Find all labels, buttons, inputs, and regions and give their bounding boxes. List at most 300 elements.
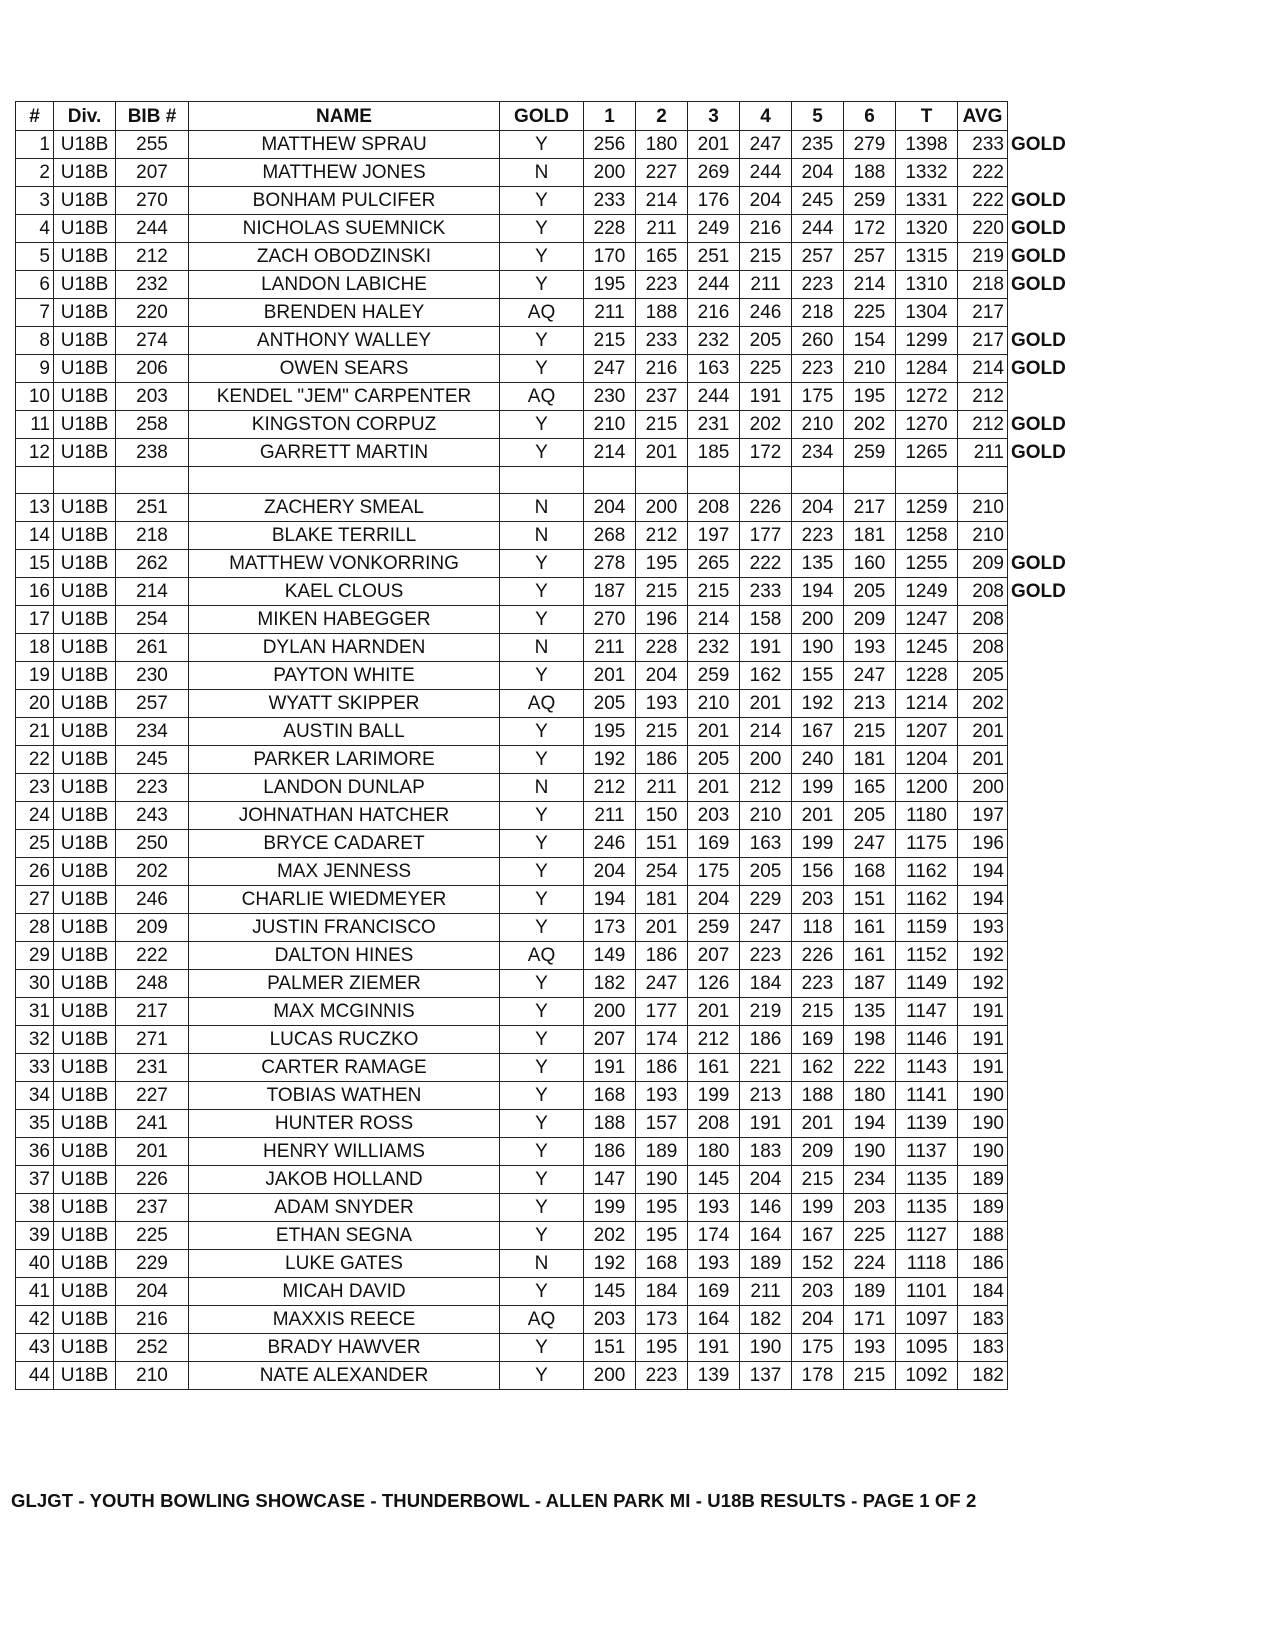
division-cell: U18B xyxy=(54,187,116,215)
game-4-cell: 205 xyxy=(740,327,792,355)
average-cell: 194 xyxy=(958,858,1008,886)
gold-cell: Y xyxy=(500,1278,584,1306)
gold-cell: Y xyxy=(500,886,584,914)
game-4-cell: 191 xyxy=(740,634,792,662)
gold-flag: GOLD xyxy=(1011,581,1066,602)
bib-cell: 214 xyxy=(116,578,189,606)
gold-cell: Y xyxy=(500,1082,584,1110)
game-1-cell: 195 xyxy=(584,718,636,746)
gold-cell: Y xyxy=(500,355,584,383)
gold-flag xyxy=(1008,1222,1070,1250)
game-4-cell: 222 xyxy=(740,550,792,578)
table-row xyxy=(16,1110,1070,1138)
game-6-cell: 259 xyxy=(844,439,896,467)
average-cell: 182 xyxy=(958,1362,1008,1390)
game-6-cell: 151 xyxy=(844,886,896,914)
rank-cell: 29 xyxy=(16,942,54,970)
bib-cell: 201 xyxy=(116,1138,189,1166)
game-6-cell: 161 xyxy=(844,914,896,942)
empty-cell xyxy=(54,467,116,494)
rank-cell: 42 xyxy=(16,1306,54,1334)
game-6-cell: 161 xyxy=(844,942,896,970)
division-cell: U18B xyxy=(54,830,116,858)
rank-cell: 35 xyxy=(16,1110,54,1138)
rank-cell: 20 xyxy=(16,690,54,718)
division-cell: U18B xyxy=(54,131,116,159)
table-row xyxy=(16,578,1070,606)
total-cell: 1270 xyxy=(896,411,958,439)
gold-flag xyxy=(1008,774,1070,802)
name-cell: KINGSTON CORPUZ xyxy=(189,411,500,439)
gold-flag: GOLD xyxy=(1011,553,1066,574)
rank-cell: 30 xyxy=(16,970,54,998)
gold-flag xyxy=(1008,522,1070,550)
rank-cell: 4 xyxy=(16,215,54,243)
bib-cell: 248 xyxy=(116,970,189,998)
game-1-cell: 170 xyxy=(584,243,636,271)
name-cell: OWEN SEARS xyxy=(189,355,500,383)
total-cell: 1310 xyxy=(896,271,958,299)
name-cell: GARRETT MARTIN xyxy=(189,439,500,467)
name-cell: AUSTIN BALL xyxy=(189,718,500,746)
name-cell: BRADY HAWVER xyxy=(189,1334,500,1362)
division-cell: U18B xyxy=(54,355,116,383)
game-3-cell: 193 xyxy=(688,1194,740,1222)
gold-flag: GOLD xyxy=(1011,442,1066,463)
gold-cell: Y xyxy=(500,858,584,886)
bib-cell: 250 xyxy=(116,830,189,858)
table-row xyxy=(16,522,1070,550)
table-row xyxy=(16,662,1070,690)
game-4-cell: 211 xyxy=(740,271,792,299)
division-cell: U18B xyxy=(54,1054,116,1082)
game-3-cell: 185 xyxy=(688,439,740,467)
game-4-cell: 221 xyxy=(740,1054,792,1082)
game-3-cell: 163 xyxy=(688,355,740,383)
division-cell: U18B xyxy=(54,914,116,942)
table-row xyxy=(16,550,1070,578)
division-cell: U18B xyxy=(54,550,116,578)
col-header-name: NAME xyxy=(189,102,500,131)
gold-flag xyxy=(1008,942,1070,970)
division-cell: U18B xyxy=(54,1306,116,1334)
name-cell: ADAM SNYDER xyxy=(189,1194,500,1222)
rank-cell: 14 xyxy=(16,522,54,550)
col-header-bib: BIB # xyxy=(116,102,189,131)
game-5-cell: 204 xyxy=(792,159,844,187)
game-1-cell: 204 xyxy=(584,858,636,886)
table-row xyxy=(16,886,1070,914)
rank-cell: 5 xyxy=(16,243,54,271)
rank-cell: 11 xyxy=(16,411,54,439)
table-row xyxy=(16,830,1070,858)
name-cell: HENRY WILLIAMS xyxy=(189,1138,500,1166)
division-cell: U18B xyxy=(54,522,116,550)
game-5-cell: 223 xyxy=(792,522,844,550)
name-cell: TOBIAS WATHEN xyxy=(189,1082,500,1110)
bib-cell: 243 xyxy=(116,802,189,830)
game-4-cell: 137 xyxy=(740,1362,792,1390)
game-5-cell: 260 xyxy=(792,327,844,355)
division-cell: U18B xyxy=(54,439,116,467)
game-1-cell: 203 xyxy=(584,1306,636,1334)
bib-cell: 241 xyxy=(116,1110,189,1138)
game-2-cell: 223 xyxy=(636,1362,688,1390)
gold-flag xyxy=(1008,718,1070,746)
game-5-cell: 240 xyxy=(792,746,844,774)
gold-cell: Y xyxy=(500,1194,584,1222)
gold-flag xyxy=(1008,1138,1070,1166)
game-4-cell: 204 xyxy=(740,1166,792,1194)
division-cell: U18B xyxy=(54,578,116,606)
total-cell: 1247 xyxy=(896,606,958,634)
average-cell: 202 xyxy=(958,690,1008,718)
total-cell: 1214 xyxy=(896,690,958,718)
game-4-cell: 229 xyxy=(740,886,792,914)
name-cell: HUNTER ROSS xyxy=(189,1110,500,1138)
name-cell: MATTHEW VONKORRING xyxy=(189,550,500,578)
table-row xyxy=(16,942,1070,970)
average-cell: 191 xyxy=(958,1054,1008,1082)
game-6-cell: 154 xyxy=(844,327,896,355)
game-3-cell: 214 xyxy=(688,606,740,634)
game-4-cell: 210 xyxy=(740,802,792,830)
gold-cell: Y xyxy=(500,1110,584,1138)
table-row xyxy=(16,215,1070,243)
game-2-cell: 215 xyxy=(636,718,688,746)
table-row xyxy=(16,187,1070,215)
game-3-cell: 205 xyxy=(688,746,740,774)
name-cell: JUSTIN FRANCISCO xyxy=(189,914,500,942)
game-2-cell: 201 xyxy=(636,914,688,942)
game-3-cell: 259 xyxy=(688,914,740,942)
bib-cell: 222 xyxy=(116,942,189,970)
game-2-cell: 150 xyxy=(636,802,688,830)
game-3-cell: 232 xyxy=(688,327,740,355)
bib-cell: 254 xyxy=(116,606,189,634)
name-cell: PAYTON WHITE xyxy=(189,662,500,690)
name-cell: LANDON DUNLAP xyxy=(189,774,500,802)
game-5-cell: 234 xyxy=(792,439,844,467)
game-6-cell: 257 xyxy=(844,243,896,271)
separator-row xyxy=(16,467,1070,494)
game-4-cell: 164 xyxy=(740,1222,792,1250)
game-1-cell: 195 xyxy=(584,271,636,299)
game-5-cell: 204 xyxy=(792,1306,844,1334)
table-row xyxy=(16,355,1070,383)
game-4-cell: 226 xyxy=(740,494,792,522)
game-6-cell: 193 xyxy=(844,1334,896,1362)
rank-cell: 28 xyxy=(16,914,54,942)
game-2-cell: 200 xyxy=(636,494,688,522)
gold-cell: AQ xyxy=(500,690,584,718)
game-1-cell: 200 xyxy=(584,1362,636,1390)
table-row xyxy=(16,858,1070,886)
table-row xyxy=(16,970,1070,998)
game-3-cell: 208 xyxy=(688,1110,740,1138)
name-cell: WYATT SKIPPER xyxy=(189,690,500,718)
average-cell: 210 xyxy=(958,494,1008,522)
game-1-cell: 211 xyxy=(584,299,636,327)
game-2-cell: 189 xyxy=(636,1138,688,1166)
game-3-cell: 175 xyxy=(688,858,740,886)
average-cell: 208 xyxy=(958,578,1008,606)
rank-cell: 31 xyxy=(16,998,54,1026)
name-cell: PALMER ZIEMER xyxy=(189,970,500,998)
table-row xyxy=(16,271,1070,299)
results-table xyxy=(15,101,1070,1390)
rank-cell: 7 xyxy=(16,299,54,327)
bib-cell: 218 xyxy=(116,522,189,550)
game-6-cell: 224 xyxy=(844,1250,896,1278)
game-5-cell: 210 xyxy=(792,411,844,439)
gold-cell: Y xyxy=(500,243,584,271)
game-2-cell: 193 xyxy=(636,690,688,718)
game-3-cell: 210 xyxy=(688,690,740,718)
empty-cell xyxy=(688,467,740,494)
game-1-cell: 173 xyxy=(584,914,636,942)
game-4-cell: 189 xyxy=(740,1250,792,1278)
bib-cell: 227 xyxy=(116,1082,189,1110)
rank-cell: 16 xyxy=(16,578,54,606)
table-row xyxy=(16,690,1070,718)
gold-flag xyxy=(1008,1082,1070,1110)
game-6-cell: 215 xyxy=(844,1362,896,1390)
game-5-cell: 118 xyxy=(792,914,844,942)
col-header-game-2: 2 xyxy=(636,102,688,131)
game-3-cell: 259 xyxy=(688,662,740,690)
game-2-cell: 211 xyxy=(636,774,688,802)
game-4-cell: 201 xyxy=(740,690,792,718)
average-cell: 217 xyxy=(958,327,1008,355)
division-cell: U18B xyxy=(54,634,116,662)
average-cell: 190 xyxy=(958,1110,1008,1138)
division-cell: U18B xyxy=(54,886,116,914)
game-6-cell: 189 xyxy=(844,1278,896,1306)
game-5-cell: 223 xyxy=(792,970,844,998)
rank-cell: 39 xyxy=(16,1222,54,1250)
game-6-cell: 172 xyxy=(844,215,896,243)
gold-cell: Y xyxy=(500,662,584,690)
bib-cell: 209 xyxy=(116,914,189,942)
average-cell: 189 xyxy=(958,1194,1008,1222)
game-3-cell: 208 xyxy=(688,494,740,522)
name-cell: LUKE GATES xyxy=(189,1250,500,1278)
game-5-cell: 178 xyxy=(792,1362,844,1390)
rank-cell: 23 xyxy=(16,774,54,802)
game-2-cell: 201 xyxy=(636,439,688,467)
table-row xyxy=(16,1138,1070,1166)
game-3-cell: 201 xyxy=(688,131,740,159)
game-6-cell: 188 xyxy=(844,159,896,187)
game-3-cell: 161 xyxy=(688,1054,740,1082)
game-6-cell: 209 xyxy=(844,606,896,634)
table-row xyxy=(16,1278,1070,1306)
total-cell: 1331 xyxy=(896,187,958,215)
rank-cell: 12 xyxy=(16,439,54,467)
game-3-cell: 203 xyxy=(688,802,740,830)
division-cell: U18B xyxy=(54,1026,116,1054)
name-cell: PARKER LARIMORE xyxy=(189,746,500,774)
total-cell: 1315 xyxy=(896,243,958,271)
division-cell: U18B xyxy=(54,1362,116,1390)
game-5-cell: 175 xyxy=(792,383,844,411)
game-4-cell: 200 xyxy=(740,746,792,774)
game-1-cell: 211 xyxy=(584,802,636,830)
bib-cell: 271 xyxy=(116,1026,189,1054)
game-5-cell: 203 xyxy=(792,886,844,914)
game-1-cell: 168 xyxy=(584,1082,636,1110)
game-3-cell: 176 xyxy=(688,187,740,215)
name-cell: BRYCE CADARET xyxy=(189,830,500,858)
game-3-cell: 174 xyxy=(688,1222,740,1250)
game-2-cell: 247 xyxy=(636,970,688,998)
gold-cell: AQ xyxy=(500,383,584,411)
division-cell: U18B xyxy=(54,690,116,718)
game-2-cell: 193 xyxy=(636,1082,688,1110)
average-cell: 190 xyxy=(958,1082,1008,1110)
game-2-cell: 216 xyxy=(636,355,688,383)
bib-cell: 230 xyxy=(116,662,189,690)
col-header-game-1: 1 xyxy=(584,102,636,131)
table-row xyxy=(16,1082,1070,1110)
gold-flag xyxy=(1008,830,1070,858)
gold-flag xyxy=(1008,746,1070,774)
game-1-cell: 192 xyxy=(584,746,636,774)
rank-cell: 36 xyxy=(16,1138,54,1166)
game-4-cell: 177 xyxy=(740,522,792,550)
average-cell: 200 xyxy=(958,774,1008,802)
game-3-cell: 212 xyxy=(688,1026,740,1054)
division-cell: U18B xyxy=(54,271,116,299)
game-5-cell: 245 xyxy=(792,187,844,215)
average-cell: 186 xyxy=(958,1250,1008,1278)
total-cell: 1118 xyxy=(896,1250,958,1278)
game-1-cell: 212 xyxy=(584,774,636,802)
rank-cell: 21 xyxy=(16,718,54,746)
game-1-cell: 201 xyxy=(584,662,636,690)
average-cell: 208 xyxy=(958,634,1008,662)
game-4-cell: 186 xyxy=(740,1026,792,1054)
game-2-cell: 195 xyxy=(636,550,688,578)
game-3-cell: 204 xyxy=(688,886,740,914)
game-4-cell: 184 xyxy=(740,970,792,998)
gold-flag xyxy=(1008,1306,1070,1334)
game-4-cell: 172 xyxy=(740,439,792,467)
gold-flag xyxy=(1008,998,1070,1026)
gold-flag xyxy=(1008,1278,1070,1306)
col-header-game-4: 4 xyxy=(740,102,792,131)
game-4-cell: 202 xyxy=(740,411,792,439)
name-cell: ANTHONY WALLEY xyxy=(189,327,500,355)
empty-cell xyxy=(740,467,792,494)
average-cell: 197 xyxy=(958,802,1008,830)
game-3-cell: 139 xyxy=(688,1362,740,1390)
gold-cell: Y xyxy=(500,411,584,439)
empty-cell xyxy=(584,467,636,494)
gold-flag xyxy=(1008,1250,1070,1278)
average-cell: 191 xyxy=(958,998,1008,1026)
gold-flag xyxy=(1008,494,1070,522)
gold-cell: Y xyxy=(500,830,584,858)
table-row xyxy=(16,1334,1070,1362)
table-row xyxy=(16,998,1070,1026)
bib-cell: 225 xyxy=(116,1222,189,1250)
gold-cell: Y xyxy=(500,271,584,299)
total-cell: 1127 xyxy=(896,1222,958,1250)
gold-cell: Y xyxy=(500,914,584,942)
game-4-cell: 247 xyxy=(740,131,792,159)
total-cell: 1097 xyxy=(896,1306,958,1334)
total-cell: 1135 xyxy=(896,1166,958,1194)
average-cell: 210 xyxy=(958,522,1008,550)
gold-flag xyxy=(1008,1194,1070,1222)
name-cell: MAX JENNESS xyxy=(189,858,500,886)
game-2-cell: 190 xyxy=(636,1166,688,1194)
table-row xyxy=(16,914,1070,942)
game-4-cell: 246 xyxy=(740,299,792,327)
game-4-cell: 182 xyxy=(740,1306,792,1334)
game-4-cell: 213 xyxy=(740,1082,792,1110)
game-4-cell: 191 xyxy=(740,383,792,411)
total-cell: 1139 xyxy=(896,1110,958,1138)
bib-cell: 270 xyxy=(116,187,189,215)
game-3-cell: 180 xyxy=(688,1138,740,1166)
average-cell: 208 xyxy=(958,606,1008,634)
game-5-cell: 199 xyxy=(792,774,844,802)
gold-cell: Y xyxy=(500,131,584,159)
game-2-cell: 168 xyxy=(636,1250,688,1278)
game-6-cell: 190 xyxy=(844,1138,896,1166)
gold-flag xyxy=(1008,1110,1070,1138)
total-cell: 1146 xyxy=(896,1026,958,1054)
gold-cell: Y xyxy=(500,1222,584,1250)
division-cell: U18B xyxy=(54,774,116,802)
game-6-cell: 205 xyxy=(844,802,896,830)
game-6-cell: 222 xyxy=(844,1054,896,1082)
game-6-cell: 247 xyxy=(844,662,896,690)
total-cell: 1398 xyxy=(896,131,958,159)
average-cell: 212 xyxy=(958,383,1008,411)
game-2-cell: 215 xyxy=(636,411,688,439)
total-cell: 1162 xyxy=(896,886,958,914)
rank-cell: 8 xyxy=(16,327,54,355)
game-2-cell: 184 xyxy=(636,1278,688,1306)
table-row xyxy=(16,243,1070,271)
game-4-cell: 244 xyxy=(740,159,792,187)
game-6-cell: 279 xyxy=(844,131,896,159)
rank-cell: 2 xyxy=(16,159,54,187)
game-4-cell: 223 xyxy=(740,942,792,970)
game-5-cell: 175 xyxy=(792,1334,844,1362)
game-3-cell: 249 xyxy=(688,215,740,243)
table-row xyxy=(16,1166,1070,1194)
division-cell: U18B xyxy=(54,970,116,998)
bib-cell: 231 xyxy=(116,1054,189,1082)
game-6-cell: 225 xyxy=(844,1222,896,1250)
game-5-cell: 209 xyxy=(792,1138,844,1166)
bib-cell: 206 xyxy=(116,355,189,383)
game-5-cell: 226 xyxy=(792,942,844,970)
average-cell: 217 xyxy=(958,299,1008,327)
game-5-cell: 135 xyxy=(792,550,844,578)
game-3-cell: 169 xyxy=(688,1278,740,1306)
rank-cell: 13 xyxy=(16,494,54,522)
total-cell: 1159 xyxy=(896,914,958,942)
division-cell: U18B xyxy=(54,411,116,439)
gold-cell: AQ xyxy=(500,299,584,327)
table-row xyxy=(16,299,1070,327)
